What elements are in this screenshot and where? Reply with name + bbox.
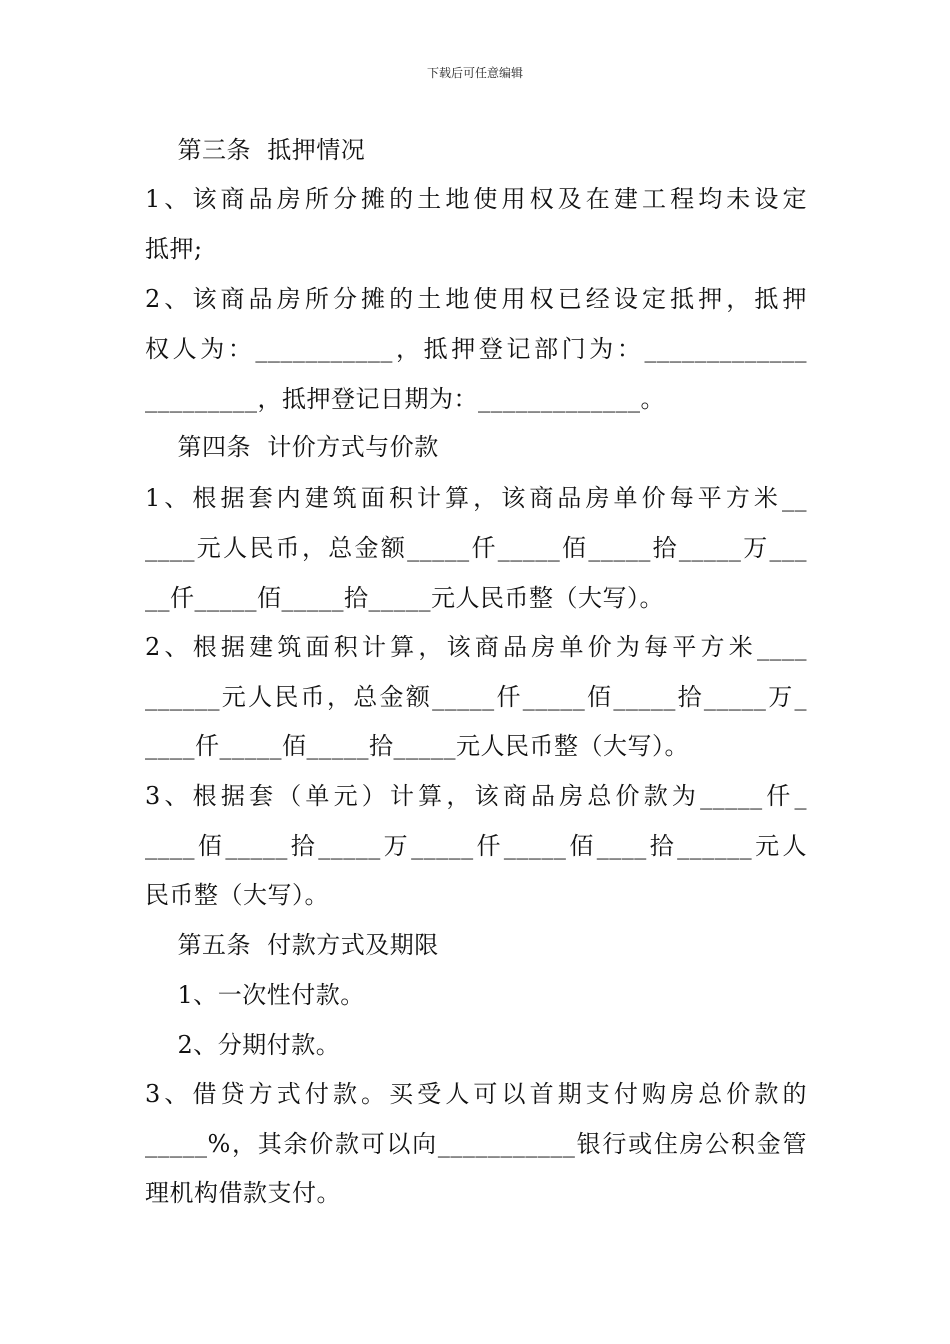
article-4-clause-3-line-2: ____佰_____拾_____万_____仟_____佰____拾______元人	[145, 832, 807, 860]
article-4-clause-3-line-1: 3、根据套（单元）计算，该商品房总价款为_____仟_	[145, 782, 807, 810]
article-4-clause-2-line-1: 2、根据建筑面积计算，该商品房单价为每平方米____	[145, 633, 807, 661]
article-4-clause-2-line-2: ______元人民币，总金额_____仟_____佰_____拾_____万_	[145, 683, 807, 711]
article-5-clause-1: 1、一次性付款。	[145, 981, 365, 1009]
article-3-clause-2-line-2: 权人为：___________，抵押登记部门为：_____________	[145, 335, 807, 363]
article-3-clause-1-line-2: 抵押;	[145, 235, 203, 263]
article-5-clause-3-line-2: _____%，其余价款可以向___________银行或住房公积金管	[145, 1130, 807, 1158]
article-4-clause-1-line-1: 1、根据套内建筑面积计算，该商品房单价每平方米__	[145, 484, 807, 512]
article-5-clause-3-line-1: 3、借贷方式付款。买受人可以首期支付购房总价款的	[145, 1080, 807, 1108]
article-4-clause-1-line-3: __仟_____佰_____拾_____元人民币整（大写）。	[145, 584, 664, 612]
article-5-clause-3-line-3: 理机构借款支付。	[145, 1179, 341, 1207]
article-4-clause-2-line-3: ____仟_____佰_____拾_____元人民币整（大写）。	[145, 732, 689, 760]
article-5-heading: 第五条 付款方式及期限	[145, 931, 439, 959]
article-5-clause-2: 2、分期付款。	[145, 1031, 341, 1059]
article-3-clause-1-line-1: 1、该商品房所分摊的土地使用权及在建工程均未设定	[145, 185, 807, 213]
article-4-heading: 第四条 计价方式与价款	[145, 433, 439, 461]
article-3-clause-2-line-3: _________，抵押登记日期为：_____________。	[145, 385, 665, 413]
article-3-heading: 第三条 抵押情况	[145, 136, 366, 164]
article-3-clause-2-line-1: 2、该商品房所分摊的土地使用权已经设定抵押，抵押	[145, 285, 807, 313]
article-4-clause-1-line-2: ____元人民币，总金额_____仟_____佰_____拾_____万___	[145, 534, 807, 562]
article-4-clause-3-line-3: 民币整（大写）。	[145, 881, 329, 909]
page-header-note: 下载后可任意编辑	[426, 66, 523, 80]
